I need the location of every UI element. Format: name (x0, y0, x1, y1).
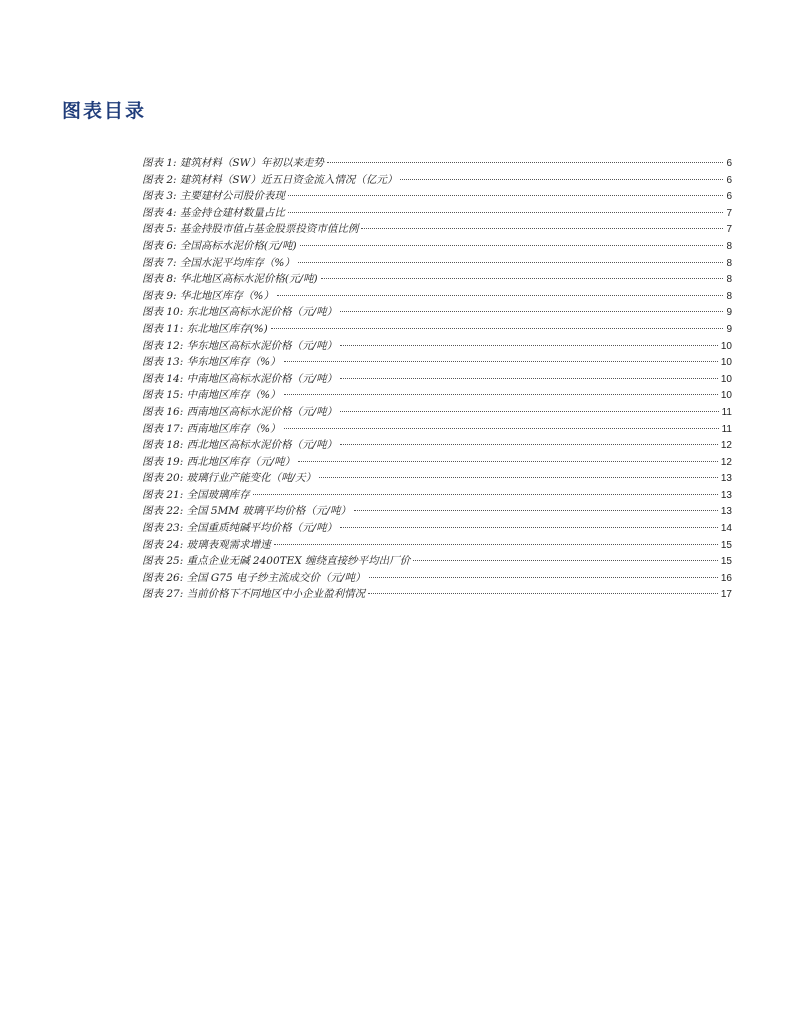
entry-page-number: 9 (726, 323, 732, 335)
dot-leader (288, 194, 724, 196)
entry-title: 图表 27: 当前价格下不同地区中小企业盈利情况 (142, 588, 366, 601)
entry-title: 图表 8: 华北地区高标水泥价格(元/吨) (142, 273, 318, 286)
entry-page-number: 10 (720, 390, 732, 402)
dot-leader (327, 161, 724, 163)
toc-entry[interactable] (142, 387, 732, 404)
toc-entry[interactable] (142, 255, 732, 272)
entry-page-number: 7 (726, 224, 732, 236)
entry-title: 图表 22: 全国 5MM 玻璃平均价格（元/吨） (142, 505, 351, 518)
dot-leader (368, 592, 718, 594)
toc-entry[interactable] (142, 421, 732, 438)
entry-page-number: 10 (720, 373, 732, 385)
dot-leader (361, 227, 723, 229)
entry-title: 图表 18: 西北地区高标水泥价格（元/吨） (142, 439, 338, 452)
entry-title: 图表 12: 华东地区高标水泥价格（元/吨） (142, 339, 338, 352)
entry-page-number: 11 (721, 423, 732, 435)
entry-page-number: 9 (726, 307, 732, 319)
entry-title: 图表 3: 主要建材公司股价表现 (142, 190, 285, 203)
dot-leader (369, 576, 718, 578)
entry-title: 图表 10: 东北地区高标水泥价格（元/吨） (142, 306, 338, 319)
entry-title: 图表 21: 全国玻璃库存 (142, 488, 250, 501)
entry-title: 图表 15: 中南地区库存（%） (142, 389, 281, 402)
dot-leader (298, 261, 724, 263)
dot-leader (321, 277, 724, 279)
dot-leader (274, 543, 718, 545)
entry-page-number: 10 (720, 357, 732, 369)
entry-title: 图表 7: 全国水泥平均库存（%） (142, 256, 295, 269)
entry-page-number: 6 (726, 158, 732, 169)
entry-title: 图表 14: 中南地区高标水泥价格（元/吨） (142, 372, 338, 385)
dot-leader (340, 344, 718, 346)
toc-entry[interactable] (142, 271, 732, 288)
entry-title: 图表 6: 全国高标水泥价格(元/吨) (142, 239, 297, 252)
entry-title: 图表 25: 重点企业无碱 2400TEX 缠绕直接纱平均出厂价 (142, 555, 411, 568)
toc-entry[interactable] (142, 338, 732, 355)
dot-leader (400, 178, 723, 180)
toc-entry[interactable] (142, 537, 732, 554)
dot-leader (284, 393, 718, 395)
entry-title: 图表 19: 西北地区库存（元/吨） (142, 455, 296, 468)
dot-leader (298, 460, 718, 462)
toc-entry[interactable] (142, 470, 732, 487)
toc-entry[interactable] (142, 371, 732, 388)
dot-leader (319, 476, 718, 478)
entry-title: 图表 13: 华东地区库存（%） (142, 356, 281, 369)
entry-page-number: 13 (720, 489, 732, 501)
entry-title: 图表 1: 建筑材料（SW）年初以来走势 (142, 157, 324, 169)
dot-leader (340, 526, 718, 528)
entry-page-number: 6 (726, 191, 732, 203)
dot-leader (277, 294, 724, 296)
entry-page-number: 10 (720, 340, 732, 352)
entry-title: 图表 24: 玻璃表观需求增速 (142, 538, 271, 551)
dot-leader (253, 493, 718, 495)
toc-entry[interactable] (142, 404, 732, 421)
entry-page-number: 13 (720, 506, 732, 518)
entry-title: 图表 26: 全国 G75 电子纱主流成交价（元/吨） (142, 571, 366, 584)
table-of-figures (142, 155, 732, 603)
toc-entry[interactable] (142, 487, 732, 504)
entry-title: 图表 9: 华北地区库存（%） (142, 289, 274, 302)
entry-page-number: 15 (720, 556, 732, 568)
dot-leader (288, 211, 724, 213)
dot-leader (340, 377, 718, 379)
toc-entry[interactable] (142, 586, 732, 603)
entry-title: 图表 4: 基金持仓建材数量占比 (142, 206, 285, 219)
entry-page-number: 8 (726, 257, 732, 269)
entry-page-number: 12 (720, 440, 732, 452)
toc-entry[interactable] (142, 503, 732, 520)
entry-page-number: 15 (720, 539, 732, 551)
toc-entry[interactable] (142, 188, 732, 205)
toc-entry[interactable] (142, 437, 732, 454)
toc-entry[interactable] (142, 155, 732, 172)
toc-entry[interactable] (142, 238, 732, 255)
entry-page-number: 14 (720, 523, 732, 535)
entry-title: 图表 20: 玻璃行业产能变化（吨/天） (142, 472, 317, 485)
entry-page-number: 6 (726, 174, 732, 186)
entry-page-number: 12 (720, 456, 732, 468)
toc-entry[interactable] (142, 221, 732, 238)
toc-entry[interactable] (142, 288, 732, 305)
dot-leader (300, 244, 724, 246)
toc-entry[interactable] (142, 570, 732, 587)
dot-leader (413, 559, 718, 561)
toc-entry[interactable] (142, 354, 732, 371)
dot-leader (271, 327, 724, 329)
dot-leader (340, 410, 718, 412)
dot-leader (340, 310, 723, 312)
entry-page-number: 7 (726, 207, 732, 219)
dot-leader (340, 443, 718, 445)
entry-page-number: 8 (726, 274, 732, 286)
toc-entry[interactable] (142, 553, 732, 570)
entry-page-number: 8 (726, 240, 732, 252)
entry-title: 图表 16: 西南地区高标水泥价格（元/吨） (142, 405, 338, 418)
dot-leader (284, 360, 718, 362)
entry-title: 图表 17: 西南地区库存（%） (142, 422, 281, 435)
entry-title: 图表 2: 建筑材料（SW）近五日资金流入情况（亿元） (142, 173, 398, 186)
entry-page-number: 8 (726, 290, 732, 302)
toc-entry[interactable] (142, 520, 732, 537)
entry-title: 图表 23: 全国重质纯碱平均价格（元/吨） (142, 522, 338, 535)
entry-page-number: 13 (720, 473, 732, 485)
entry-page-number: 11 (721, 406, 732, 418)
toc-entry[interactable] (142, 304, 732, 321)
entry-page-number: 17 (720, 589, 732, 601)
dot-leader (284, 427, 719, 429)
toc-entry[interactable] (142, 321, 732, 338)
entry-title: 图表 5: 基金持股市值占基金股票投资市值比例 (142, 223, 359, 236)
entry-page-number: 16 (720, 572, 732, 584)
entry-title: 图表 11: 东北地区库存(%) (142, 322, 268, 335)
toc-entry[interactable] (142, 205, 732, 222)
toc-entry[interactable] (142, 172, 732, 189)
toc-entry[interactable] (142, 454, 732, 471)
toc-heading: 图表目录 (62, 100, 147, 122)
dot-leader (354, 509, 718, 511)
